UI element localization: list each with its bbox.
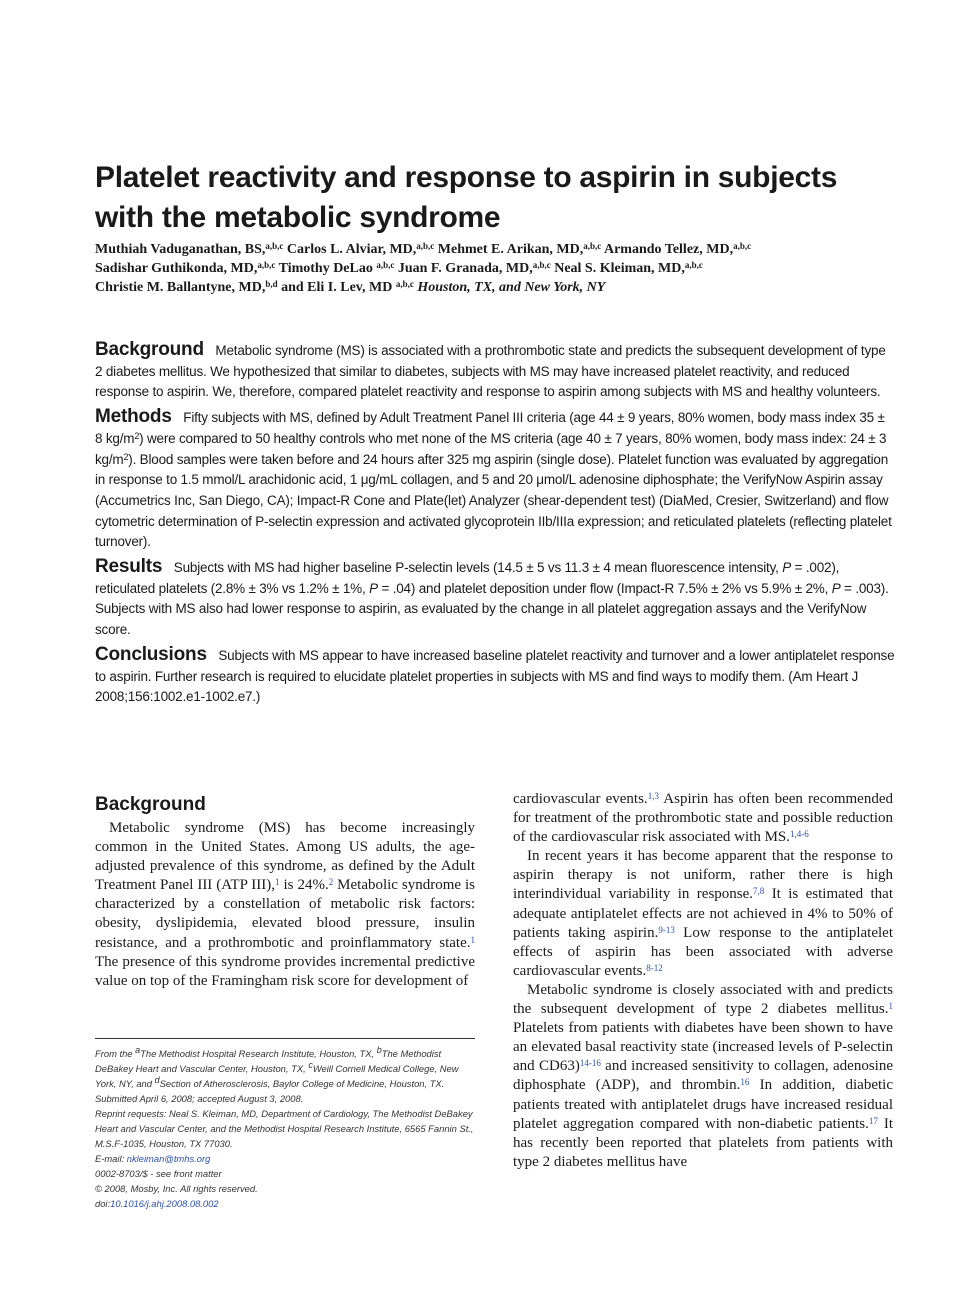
citation-link[interactable]: 1 [275,877,280,888]
superscript: 2 [134,430,140,441]
superscript: 2 [123,451,129,462]
author-line-2 [95,259,915,278]
abstract-heading: Background [95,339,204,360]
author-location: Houston, TX, and New York, NY [417,280,606,295]
body-paragraph: In recent years it has become apparent that the response to aspirin therapy is not uniform, rather there is high interindividual variability in response.$^{7,8}$ It is estimated that adequate antiplatelet effects are not achieved in 4% to 50% of patients taking aspirin.$^{9-13}$ Low response to the antiplatelet effects of aspirin has been associated with adverse cardiovascular events.$^{8-12}$ [513,848,893,979]
abstract-text: ). Blood samples were taken before and 24 hours after 325 mg aspirin (single dose). Platelet function was evaluated by aggregation in response to 1.5 mmol/L arachidonic acid, 1 μg/mL collagen, and 5 and 20 μmol/L adenosine diphosphate; the VerifyNow Aspirin assay (Accumetrics Inc, San Diego, CA); Impact-R Cone and Plate(let) Analyzer (shear-dependent test) (DiaMed, Cresier, Switzerland) and flow cytometric determination of P-selectin expression and activated glycoprotein IIb/IIIa expression; and reticulated platelets (reflecting platelet turnover). [95,451,892,550]
citation-link[interactable]: 2 [328,877,334,888]
body-paragraph: cardiovascular events.$^{1,3}$ Aspirin has often been recommended for treatment of the prothrombotic state and possible reduction of the cardiovascular risk associated with MS.$^{1,4-6}$ [513,791,893,846]
reprint-requests: Reprint requests: Neal S. Kleiman, MD, Department of Cardiology, The Methodist DeBakey Heart and Vascular Center, and the Methodist Hospital Research Institute, 6565 Fannin St., M.S.F-1035, Houston, TX 77030. [95,1108,474,1149]
author-line-3 [95,278,915,297]
footnote-divider [95,1038,475,1039]
author-name: Carlos L. Alviar, MD, [286,242,417,257]
affiliation-mark: a,b,c [265,241,284,251]
author-name: Sadishar Guthikonda, MD, [95,261,258,276]
affiliation-mark: a,b,c [395,279,414,289]
abstract-text: ) were compared to 50 healthy controls who met none of the MS criteria (age 40 ± 7 years, 80% women, body mass index: 24 ± 3 kg/m [95,430,887,467]
body-column-right [513,790,893,1172]
abstract-text: Metabolic syndrome (MS) is associated with a prothrombotic state and predicts the subsequent development of type 2 diabetes mellitus. We hypothesized that similar to diabetes, subjects with MS may have increased platelet reactivity, and reduced response to aspirin. We, therefore, compared platelet reactivity and response to aspirin among subjects with MS and healthy volunteers. [95,343,886,400]
body-paragraph: Metabolic syndrome (MS) has become increasingly common in the United States. Among US adults, the age-adjusted prevalence of this syndrome, as defined by the Adult Treatment Panel III (ATP III),$^1$ is 24%.$^2$ Metabolic syndrome is characterized by a constellation of metabolic risk factors: obesity, dyslipidemia, elevated blood pressure, insulin resistance, and a prothrombotic and proinflammatory state.$^1$ The presence of this syndrome provides incremental predictive value on top of the Framingham risk score for development of [95,820,476,989]
email-link[interactable]: nkleiman@tmhs.org [126,1153,211,1164]
citation-link[interactable]: 1 [888,1001,893,1012]
abstract-results [95,557,895,641]
abstract-heading: Methods [95,406,172,428]
author-name: Juan F. Granada, MD, [397,261,533,276]
abstract-text: = .002), reticulated platelets (2.8% ± 3% vs 1.2% ± 1%, [95,560,840,596]
abstract [95,340,895,712]
author-name: Armando Tellez, MD, [603,242,734,257]
body-paragraph: Metabolic syndrome is closely associated with and predicts the subsequent development of type 2 diabetes mellitus.$^1$ Platelets from patients with diabetes have been shown to have an elevated basal reactivity state (increased levels of P-selectin and CD63)$^{14-16}$ and increased sensitivity to collagen, adenosine diphosphate (ADP), and thrombin.$^{16}$ In addition, diabetic patients treated with antiplatelet drugs have increased residual platelet aggregation compared with non-diabetic patients.$^{17}$ It has recently been reported that platelets from patients with type 2 diabetes mellitus have [513,981,893,1170]
abstract-background [95,340,895,403]
author-name: Christie M. Ballantyne, MD, [95,280,266,295]
p-value-symbol: P [782,560,792,576]
doi-line: doi:10.1016/j.ahj.2008.08.002 [95,1198,219,1209]
affiliation-mark: a,b,c [733,241,752,251]
affiliations: From the $^a$The Methodist Hospital Research Institute, Houston, TX, $^b$The Methodist DeBakey Heart and Vascular Center, Houston, TX, $^c$Weill Cornell Medical College, New York, NY, and $^d$Section of Atherosclerosis, Baylor College of Medicine, Houston, TX. [95,1045,459,1089]
p-value-symbol: P [369,580,378,596]
doi-link[interactable]: 10.1016/j.ahj.2008.08.002 [110,1198,219,1209]
author-name: Muthiah Vaduganathan, BS, [95,242,266,257]
citation-link[interactable]: 14-16 [579,1058,601,1069]
section-heading: Background [95,794,206,815]
footnotes [95,1046,480,1211]
author-line-1 [95,240,915,259]
author-name: Timothy DeLao [278,261,373,276]
abstract-text: = .04) and platelet deposition under flow (Impact-R 7.5% ± 2% vs 5.9% ± 2%, [381,580,829,596]
citation-link[interactable]: 1,4-6 [790,829,809,840]
abstract-text: Fifty subjects with MS, defined by Adult Treatment Panel III criteria (age 44 ± 9 years, 80% women, body mass index 35 ± 8 kg/m [95,410,885,446]
author-name: Mehmet E. Arikan, MD, [437,242,584,257]
body-column-left [95,792,475,991]
abstract-heading: Conclusions [95,643,207,665]
affiliation-mark: a,b,c [684,260,703,270]
issn-line: 0002-8703/$ - see front matter [95,1168,222,1179]
affiliation-mark: a,b,c [257,260,276,270]
abstract-text: = .003). Subjects with MS also had lower response to aspirin, as evaluated by the change in all platelet aggregation assays and the VerifyNow score. [95,580,889,638]
affiliation-mark: a,b,c [416,241,435,251]
submission-dates: Submitted April 6, 2008; accepted August 3, 2008. [95,1093,304,1104]
affiliation-mark: b,d [265,279,278,289]
author-name: and Eli I. Lev, MD [281,280,393,295]
abstract-methods [95,407,895,553]
citation-link[interactable]: 17 [868,1115,878,1126]
email-line: E-mail: nkleiman@tmhs.org [95,1153,211,1164]
author-name: Neal S. Kleiman, MD, [554,261,685,276]
affiliation-mark: a,b,c [583,241,602,251]
p-value-symbol: P [831,580,841,596]
abstract-text: Subjects with MS had higher baseline P-selectin levels (14.5 ± 5 vs 11.3 ± 4 mean fluorescence intensity, [173,560,779,576]
citation-link[interactable]: 7,8 [753,886,765,897]
affiliation-mark: a,b,c [376,260,395,270]
article-title: Platelet reactivity and response to aspirin in subjects with the metabolic syndrome [95,161,838,234]
abstract-text: Subjects with MS appear to have increased baseline platelet reactivity and turnover and a lower antiplatelet response to aspirin. Further research is required to elucidate platelet properties in subjects with MS and find ways to modify them. (Am Heart J 2008;156:1002.e1-1002.e7.) [95,647,895,705]
citation-link[interactable]: 9-13 [658,924,675,935]
citation-link[interactable]: 16 [740,1077,750,1088]
abstract-conclusions [95,645,895,708]
copyright-line: © 2008, Mosby, Inc. All rights reserved. [95,1183,258,1194]
abstract-heading: Results [95,556,163,578]
citation-link[interactable]: 1,3 [647,791,659,801]
author-list [95,240,915,297]
citation-link[interactable]: 1 [470,934,475,945]
citation-link[interactable]: 8-12 [646,962,663,973]
affiliation-mark: a,b,c [532,260,551,270]
